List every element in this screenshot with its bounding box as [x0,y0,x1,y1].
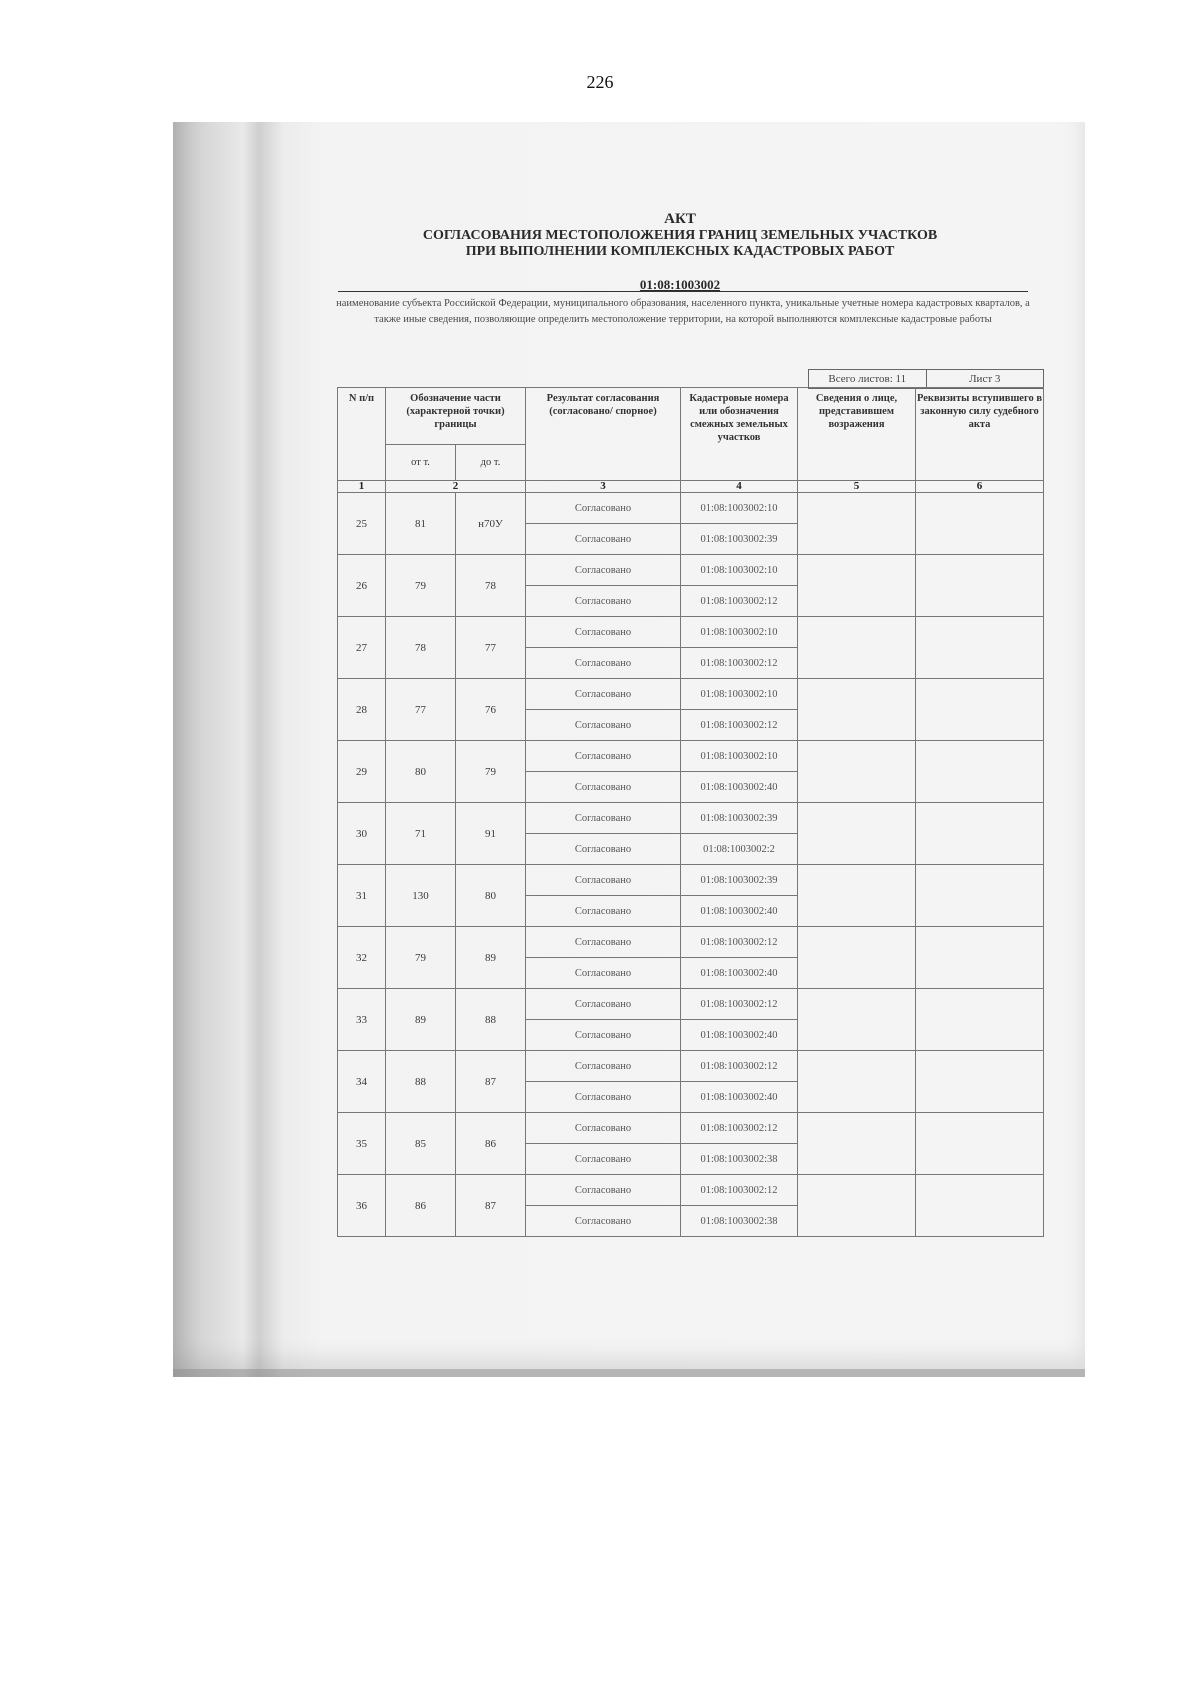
row-number: 30 [338,803,386,865]
to-point: 79 [456,741,526,803]
cadastral-number: 01:08:1003002:12 [681,710,798,741]
column-number: 6 [916,481,1044,493]
objection-info [798,1051,916,1113]
to-point: 76 [456,679,526,741]
cadastral-quarter-number: 01:08:1003002 [639,277,721,292]
approval-result: Согласовано [526,586,681,617]
to-point: 87 [456,1051,526,1113]
row-number: 34 [338,1051,386,1113]
objection-info [798,555,916,617]
total-sheets: Всего листов: 11 [828,373,907,385]
objection-info [798,493,916,555]
row-number: 29 [338,741,386,803]
table-row [338,1113,1044,1144]
objection-info [798,617,916,679]
territory-description: наименование субъекта Российской Федерации, муниципального образования, населенного пункта, уникальные учетные номера кадастровых кварталов, а также иные сведения, позволяющие определить местоположение территории, на которой выполняются комплексные кадастровые работы [336,298,1030,325]
approval-result: Согласовано [526,648,681,679]
table-row [338,555,1044,586]
approval-table [337,387,1044,1237]
column-number-row [338,481,1044,493]
cadastral-number: 01:08:1003002:12 [681,586,798,617]
approval-result: Согласовано [526,617,681,648]
from-point: 88 [386,1051,456,1113]
to-point: 77 [456,617,526,679]
from-point: 81 [386,493,456,555]
from-point: 130 [386,865,456,927]
sheet-counter [808,369,1044,389]
from-point: 79 [386,555,456,617]
column-number: 1 [338,481,386,493]
row-number: 27 [338,617,386,679]
cadastral-number: 01:08:1003002:12 [681,1175,798,1206]
court-act-info [916,493,1044,555]
approval-result: Согласовано [526,555,681,586]
approval-result: Согласовано [526,741,681,772]
objection-info [798,741,916,803]
court-act-info [916,1113,1044,1175]
approval-result: Согласовано [526,803,681,834]
to-point: 78 [456,555,526,617]
approval-result: Согласовано [526,958,681,989]
approval-result: Согласовано [526,1206,681,1237]
court-act-info [916,617,1044,679]
table-row [338,1175,1044,1206]
row-number: 35 [338,1113,386,1175]
cadastral-number: 01:08:1003002:40 [681,958,798,989]
cadastral-number: 01:08:1003002:12 [681,1113,798,1144]
row-number: 32 [338,927,386,989]
court-act-info [916,679,1044,741]
approval-result: Согласовано [526,772,681,803]
cadastral-number: 01:08:1003002:39 [681,803,798,834]
column-number: 3 [526,481,681,493]
cadastral-number: 01:08:1003002:39 [681,865,798,896]
header-objection: Сведения о лице, представившем возражения [798,388,916,481]
court-act-info [916,803,1044,865]
approval-result: Согласовано [526,524,681,555]
cadastral-number: 01:08:1003002:40 [681,1020,798,1051]
from-point: 79 [386,927,456,989]
column-number: 5 [798,481,916,493]
court-act-info [916,927,1044,989]
cadastral-number: 01:08:1003002:12 [681,648,798,679]
objection-info [798,1113,916,1175]
document-subtitle-2: ПРИ ВЫПОЛНЕНИИ КОМПЛЕКСНЫХ КАДАСТРОВЫХ РАБОТ [465,244,895,259]
table-body [338,493,1044,1237]
cadastral-number: 01:08:1003002:40 [681,772,798,803]
row-number: 25 [338,493,386,555]
approval-result: Согласовано [526,1020,681,1051]
header-to-point: до т. [456,445,526,481]
approval-result: Согласовано [526,493,681,524]
approval-result: Согласовано [526,865,681,896]
to-point: 91 [456,803,526,865]
approval-result: Согласовано [526,1113,681,1144]
cadastral-number: 01:08:1003002:10 [681,741,798,772]
row-number: 28 [338,679,386,741]
cadastral-number: 01:08:1003002:12 [681,989,798,1020]
table-row [338,1051,1044,1082]
objection-info [798,679,916,741]
cadastral-number: 01:08:1003002:39 [681,524,798,555]
from-point: 71 [386,803,456,865]
approval-result: Согласовано [526,1082,681,1113]
cadastral-number: 01:08:1003002:38 [681,1206,798,1237]
current-sheet: Лист 3 [926,370,1044,388]
approval-result: Согласовано [526,679,681,710]
document-subtitle: СОГЛАСОВАНИЯ МЕСТОПОЛОЖЕНИЯ ГРАНИЦ ЗЕМЕЛЬНЫХ УЧАСТКОВ [422,228,938,243]
page-number: 226 [586,72,614,92]
from-point: 89 [386,989,456,1051]
to-point: н70У [456,493,526,555]
table-row [338,493,1044,524]
court-act-info [916,865,1044,927]
court-act-info [916,555,1044,617]
table-row [338,741,1044,772]
column-number: 4 [681,481,798,493]
cadastral-number: 01:08:1003002:12 [681,927,798,958]
table-row [338,803,1044,834]
court-act-info [916,1051,1044,1113]
approval-result: Согласовано [526,710,681,741]
from-point: 77 [386,679,456,741]
approval-result: Согласовано [526,1175,681,1206]
cadastral-number: 01:08:1003002:2 [681,834,798,865]
cadastral-number: 01:08:1003002:10 [681,555,798,586]
objection-info [798,989,916,1051]
to-point: 89 [456,927,526,989]
objection-info [798,927,916,989]
row-number: 26 [338,555,386,617]
title-underline [338,291,1028,292]
cadastral-number: 01:08:1003002:10 [681,679,798,710]
row-number: 33 [338,989,386,1051]
cadastral-number: 01:08:1003002:40 [681,896,798,927]
header-cadastral: Кадастровые номера или обозначения смежных земельных участков [681,388,798,481]
from-point: 78 [386,617,456,679]
header-result: Результат согласования (согласовано/ спорное) [526,388,681,481]
approval-result: Согласовано [526,927,681,958]
table-row [338,617,1044,648]
approval-result: Согласовано [526,896,681,927]
to-point: 80 [456,865,526,927]
column-number: 2 [386,481,526,493]
header-from-point: от т. [386,445,456,481]
row-number: 31 [338,865,386,927]
objection-info [798,803,916,865]
court-act-info [916,1175,1044,1237]
approval-result: Согласовано [526,834,681,865]
table-row [338,927,1044,958]
from-point: 86 [386,1175,456,1237]
approval-result: Согласовано [526,989,681,1020]
from-point: 85 [386,1113,456,1175]
from-point: 80 [386,741,456,803]
to-point: 87 [456,1175,526,1237]
cadastral-number: 01:08:1003002:12 [681,1051,798,1082]
document-title: АКТ [664,211,696,227]
table-row [338,865,1044,896]
table-row [338,989,1044,1020]
to-point: 86 [456,1113,526,1175]
header-court-act: Реквизиты вступившего в законную силу судебного акта [916,388,1044,481]
objection-info [798,865,916,927]
approval-result: Согласовано [526,1144,681,1175]
to-point: 88 [456,989,526,1051]
table-row [338,679,1044,710]
court-act-info [916,989,1044,1051]
header-num: N п/п [338,388,386,481]
cadastral-number: 01:08:1003002:10 [681,493,798,524]
court-act-info [916,741,1044,803]
cadastral-number: 01:08:1003002:40 [681,1082,798,1113]
approval-result: Согласовано [526,1051,681,1082]
objection-info [798,1175,916,1237]
cadastral-number: 01:08:1003002:10 [681,617,798,648]
row-number: 36 [338,1175,386,1237]
header-point: Обозначение части (характерной точки) границы [386,388,526,445]
cadastral-number: 01:08:1003002:38 [681,1144,798,1175]
